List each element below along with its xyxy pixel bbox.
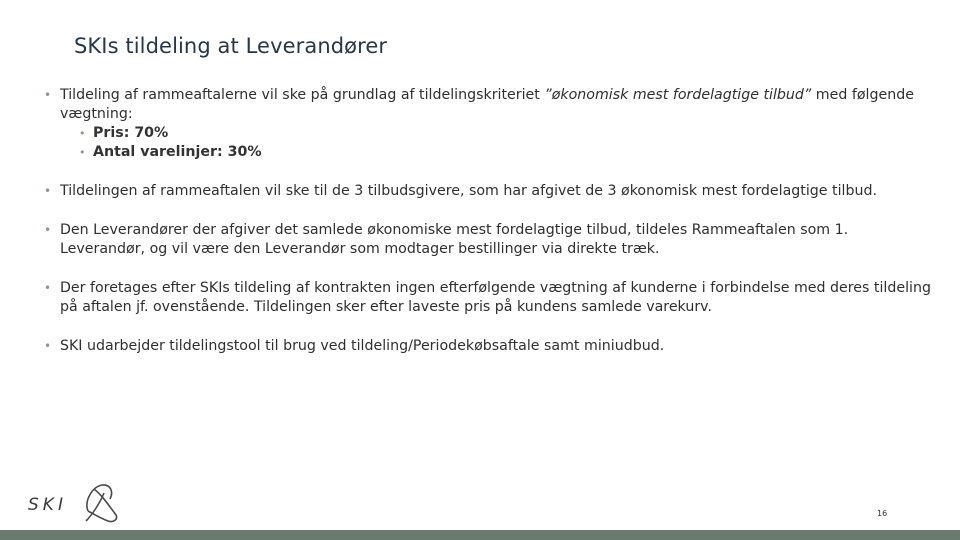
- bullet-text: Tildeling af rammeaftalerne vil ske på grundlag af tildelingskriteriet: [60, 87, 545, 103]
- page-number: 16: [877, 509, 888, 518]
- sub-bullet-item: • Antal varelinjer: 30%: [44, 143, 934, 162]
- bullet-item: • SKI udarbejder tildelingstool til brug ved tildeling/Periodekøbsaftale samt miniudbud.: [44, 337, 934, 356]
- bullet-text: med følgende vægtning:: [60, 87, 914, 122]
- slide-title: SKIs tildeling at Leverandører: [74, 34, 388, 58]
- slide-body: [44, 86, 934, 356]
- bullet-item: • Tildelingen af rammeaftalen vil ske til de 3 tilbudsgivere, som har afgivet de 3 økonomisk mest fordelagtige tilbud.: [44, 182, 934, 201]
- bullet-item: • Der foretages efter SKIs tildeling af kontrakten ingen efterfølgende vægtning af kunderne i forbindelse med deres tildeling på aftalen jf. ovenstående. Tildelingen sker efter laveste pris på kundens samlede varekurv.: [44, 279, 934, 317]
- bullet-item: • Den Leverandører der afgiver det samlede økonomiske mest fordelagtige tilbud, tildeles Rammeaftalen som 1. Leverandør, og vil være den Leverandør som modtager bestillinger via direkte træk.: [44, 221, 934, 259]
- footer-bar: [0, 530, 960, 540]
- bullet-text-italic: ”økonomisk mest fordelagtige tilbud”: [544, 87, 812, 103]
- ski-logo-mark-icon: [80, 481, 120, 525]
- logo-text: SKI: [28, 495, 67, 515]
- sub-bullet-item: • Pris: 70%: [44, 124, 934, 143]
- ski-logo: [28, 481, 128, 525]
- bullet-item: [44, 86, 934, 124]
